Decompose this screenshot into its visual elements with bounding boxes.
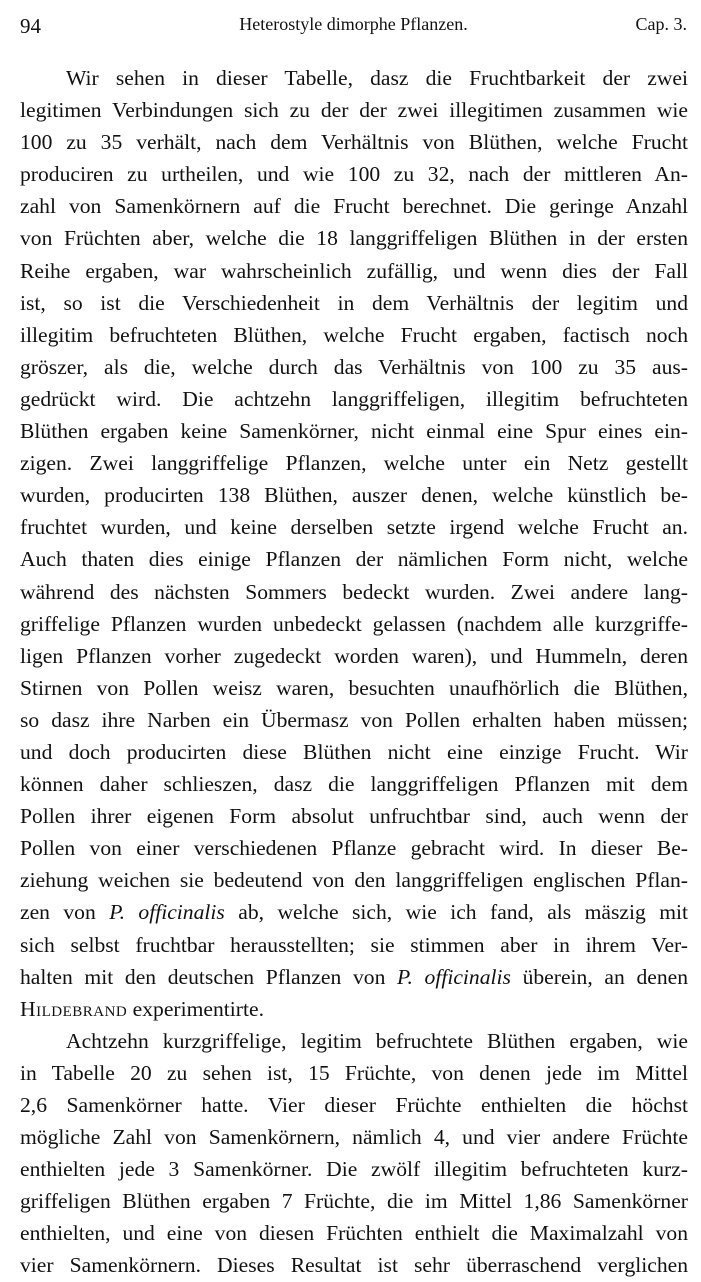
text-line: zahl von Samenkörnern auf die Frucht berechnet. Die geringe Anzahl	[20, 194, 688, 219]
text-line: Achtzehn kurzgriffelige, legitim befruchtete Blüthen ergaben, wie	[66, 1028, 688, 1053]
running-title: Heterostyle dimorphe Pflanzen.	[239, 14, 468, 34]
text-line: wurden, producirten 138 Blüthen, auszer denen, welche künstlich be-	[20, 483, 688, 508]
text-line: Reihe ergaben, war wahrscheinlich zufällig, und wenn dies der Fall	[20, 258, 688, 283]
text-line: enthielten, und eine von diesen Früchten enthielt die Maximalzahl von	[20, 1221, 688, 1246]
text-line: Pollen ihrer eigenen Form absolut unfruchtbar sind, auch wenn der	[20, 804, 688, 829]
text-line: können daher schlieszen, dasz die langgriffeligen Pflanzen mit dem	[20, 772, 688, 797]
text-line: und doch producirten diese Blüthen nicht eine einzige Frucht. Wir	[20, 739, 688, 764]
page-number: 94	[20, 14, 41, 38]
text-line: produciren zu urtheilen, und wie 100 zu 32, nach der mittleren An-	[20, 162, 688, 187]
text-line: zigen. Zwei langgriffelige Pflanzen, welche unter ein Netz gestellt	[20, 451, 688, 476]
body-text	[20, 62, 688, 1282]
text-line: 100 zu 35 verhält, nach dem Verhältnis von Blüthen, welche Frucht	[20, 130, 688, 155]
species-name: P. officinalis	[397, 964, 511, 989]
text-line: zen von P. officinalis ab, welche sich, wie ich fand, als mäszig mit	[20, 900, 688, 925]
chapter-label: Cap. 3.	[635, 14, 687, 34]
text-line: griffeligen Blüthen ergaben 7 Früchte, die im Mittel 1,86 Samenkörner	[20, 1189, 688, 1214]
text-line: ligen Pflanzen vorher zugedeckt worden waren), und Hummeln, deren	[20, 643, 688, 668]
text-line: von Früchten aber, welche die 18 langgriffeligen Blüthen in der ersten	[20, 226, 688, 251]
text-line: gröszer, als die, welche durch das Verhältnis von 100 zu 35 aus-	[20, 354, 688, 379]
running-head	[20, 14, 687, 48]
author-name: Hildebrand	[20, 996, 128, 1021]
text-line: Blüthen ergaben keine Samenkörner, nicht einmal eine Spur eines ein-	[20, 419, 688, 444]
text-line: fruchtet wurden, und keine derselben setzte irgend welche Frucht an.	[20, 515, 688, 540]
text-line: Auch thaten dies einige Pflanzen der nämlichen Form nicht, welche	[20, 547, 688, 572]
text-line: Stirnen von Pollen weisz waren, besuchten unaufhörlich die Blüthen,	[20, 675, 688, 700]
text-line: so dasz ihre Narben ein Übermasz von Pollen erhalten haben müssen;	[20, 707, 688, 732]
text-line: sich selbst fruchtbar herausstellten; sie stimmen aber in ihrem Ver-	[20, 932, 688, 957]
text-line: 2,6 Samenkörner hatte. Vier dieser Früchte enthielten die höchst	[20, 1093, 688, 1117]
text-line: ziehung weichen sie bedeutend von den langgriffeligen englischen Pflan-	[20, 868, 688, 893]
text-line: enthielten jede 3 Samenkörner. Die zwölf illegitim befruchteten kurz-	[20, 1157, 688, 1182]
text-line: legitimen Verbindungen sich zu der der zwei illegitimen zusammen wie	[20, 98, 688, 123]
text-line: griffelige Pflanzen wurden unbedeckt gelassen (nachdem alle kurzgriffe-	[20, 611, 688, 636]
text-line: in Tabelle 20 zu sehen ist, 15 Früchte, von denen jede im Mittel	[20, 1060, 688, 1085]
text-line: vier Samenkörnern. Dieses Resultat ist sehr überraschend verglichen	[20, 1253, 688, 1278]
text-line: halten mit den deutschen Pflanzen von P. officinalis überein, an denen	[20, 964, 688, 989]
text-line: illegitim befruchteten Blüthen, welche Frucht ergaben, factisch noch	[20, 322, 688, 347]
text-line: Hildebrand experimentirte.	[20, 996, 264, 1021]
text-line: Pollen von einer verschiedenen Pflanze gebracht wird. In dieser Be-	[20, 836, 688, 861]
text-line: Wir sehen in dieser Tabelle, dasz die Fruchtbarkeit der zwei	[66, 66, 688, 90]
species-name: P. officinalis	[109, 900, 225, 925]
text-line: gedrückt wird. Die achtzehn langgriffeligen, illegitim befruchteten	[20, 386, 688, 411]
text-line: mögliche Zahl von Samenkörnern, nämlich 4, und vier andere Früchte	[20, 1125, 688, 1150]
text-line: während des nächsten Sommers bedeckt wurden. Zwei andere lang-	[20, 579, 688, 604]
text-line: ist, so ist die Verschiedenheit in dem Verhältnis der legitim und	[20, 290, 688, 315]
